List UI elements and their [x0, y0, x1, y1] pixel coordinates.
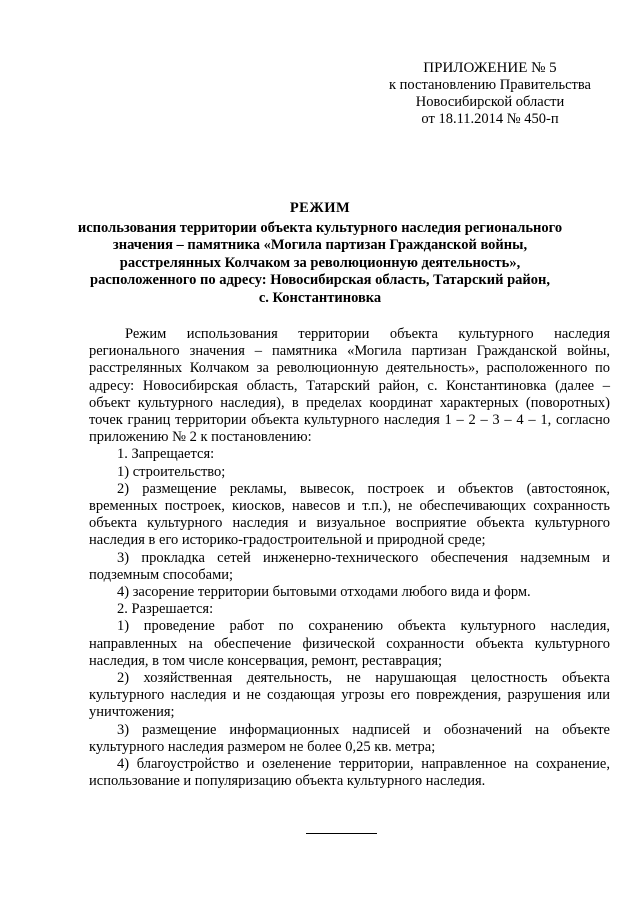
prohibited-item-1: 1) строительство; — [117, 463, 226, 480]
document-title — [70, 200, 570, 307]
prohibited-item-4: 4) засорение территории бытовыми отходами любого вида и форм. — [117, 584, 531, 601]
permitted-item-2: 2) хозяйственная деятельность, не нарушающая целостность объекта культурного наследия и не создающая угрозы его повреждения, разрушения или уничтожения; — [89, 670, 610, 721]
title-word: РЕЖИМ — [289, 200, 351, 216]
title-line-4: расположенного по адресу: Новосибирская область, Татарский район, — [90, 272, 550, 288]
intro-paragraph: Режим использования территории объекта культурного наследия регионального значения – памятника «Могила партизан Гражданской войны, расстрелянных Колчаком за революционную деятельность», расположенного по адресу: Новосибирская область, Татарский район, с. Константиновка (далее – объект культурного наследия), в пределах координат характерных (поворотных) точек границ территории объекта культурного наследия 1 – 2 – 3 – 4 – 1, согласно приложению № 2 к постановлению: — [89, 326, 610, 446]
section-permitted-heading: 2. Разрешается: — [117, 601, 214, 618]
permitted-item-1: 1) проведение работ по сохранению объекта культурного наследия, направленных на обеспечение физической сохранности объекта культурного наследия, в том числе консервация, ремонт, реставрация; — [89, 618, 610, 669]
document-body — [89, 326, 610, 790]
title-line-1: использования территории объекта культурного наследия регионального — [77, 219, 563, 236]
appendix-heading: ПРИЛОЖЕНИЕ № 5 — [423, 60, 557, 76]
title-line-5: с. Константиновка — [258, 289, 382, 306]
title-line-3: расстрелянных Колчаком за революционную деятельность», — [119, 254, 521, 271]
section-prohibited-heading: 1. Запрещается: — [117, 446, 215, 463]
appendix-header — [380, 60, 600, 128]
permitted-item-3: 3) размещение информационных надписей и обозначений на объекте культурного наследия размером не более 0,25 кв. метра; — [89, 721, 610, 755]
permitted-item-4: 4) благоустройство и озеленение территории, направленное на сохранение, использование и популяризацию объекта культурного наследия. — [89, 756, 610, 790]
prohibited-item-3: 3) прокладка сетей инженерно-технического обеспечения надземным и подземным способами; — [89, 549, 610, 583]
appendix-date-line: от 18.11.2014 № 450-п — [421, 111, 559, 127]
prohibited-item-2: 2) размещение рекламы, вывесок, построек и объектов (автостоянок, временных построек, киосков, навесов и т.п.), не обеспечивающих сохранность объекта культурного наследия и визуальное восприятие объекта культурного наследия в его историко-градостроительной и природной среде; — [89, 480, 610, 549]
appendix-reference-line: к постановлению Правительства — [389, 77, 591, 93]
appendix-region-line: Новосибирской области — [415, 94, 565, 110]
end-separator-line — [306, 833, 377, 834]
title-line-2: значения – памятника «Могила партизан Гражданской войны, — [112, 237, 528, 253]
